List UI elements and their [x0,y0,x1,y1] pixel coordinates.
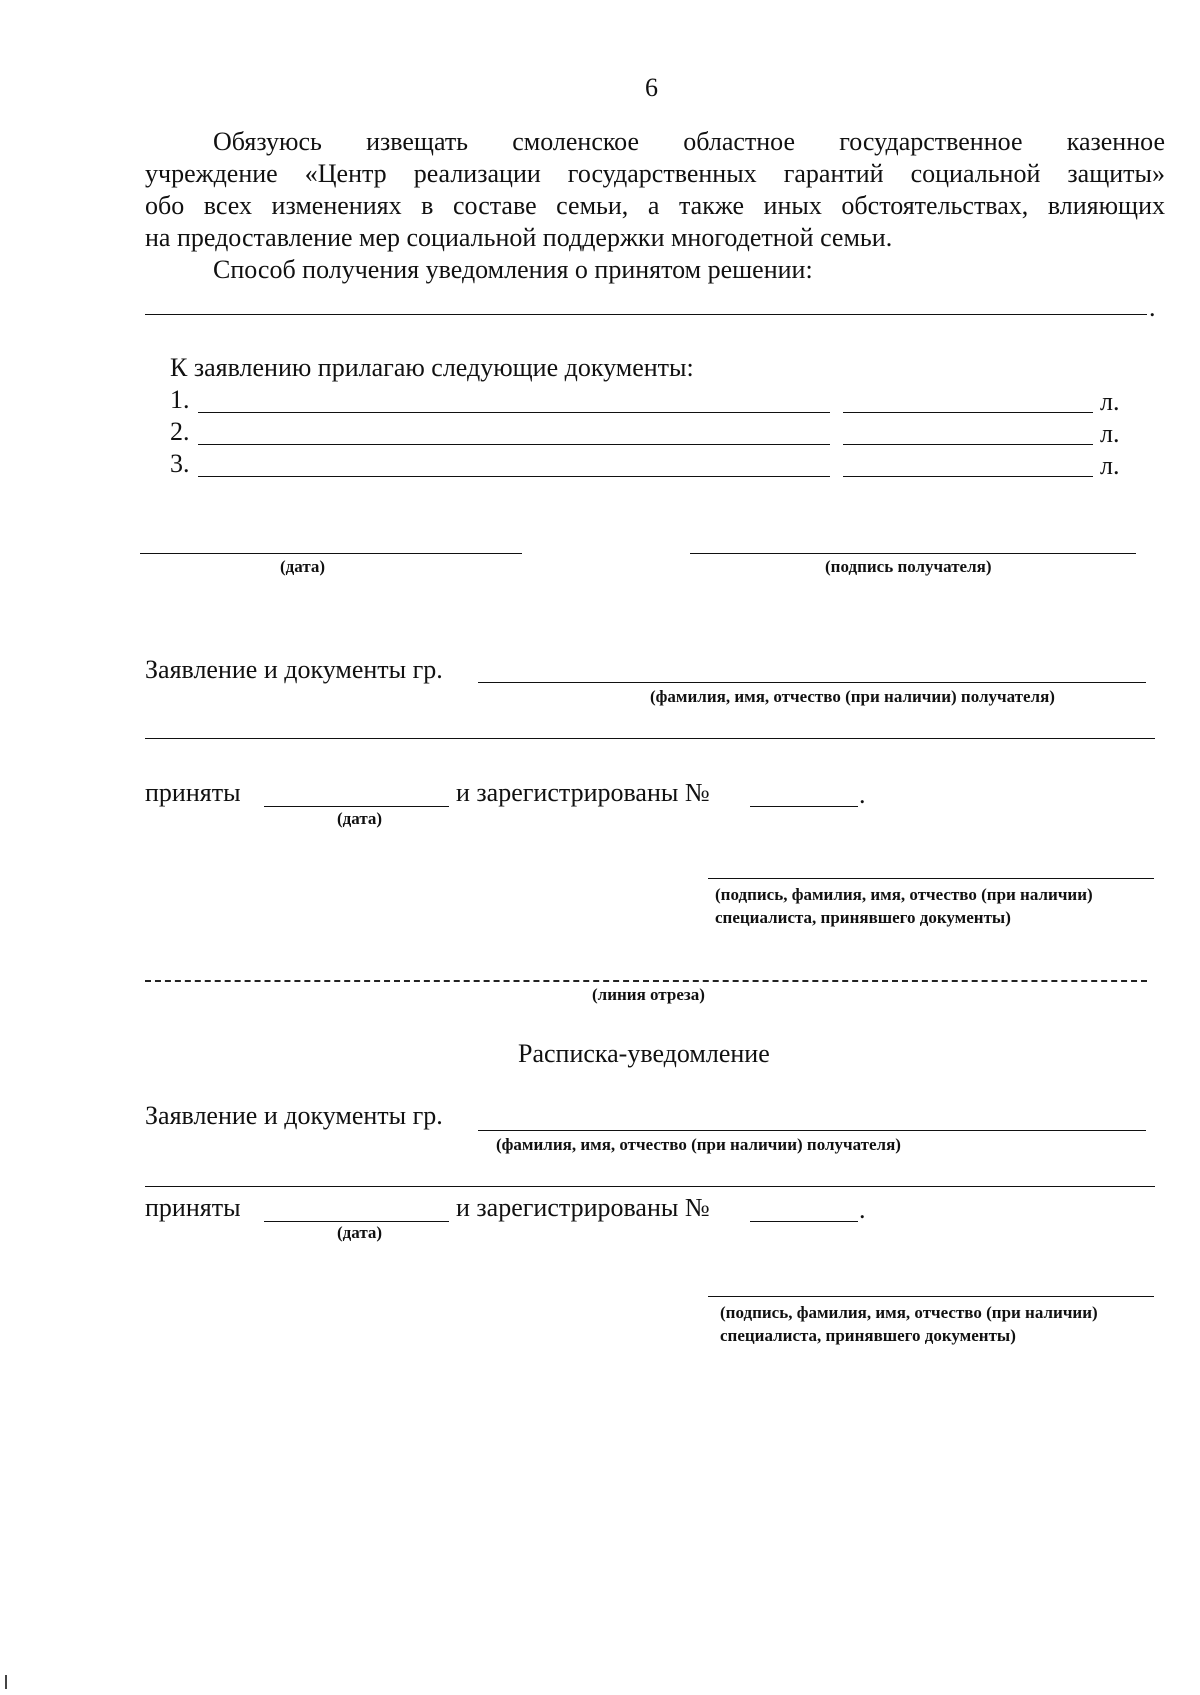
accepted-label: приняты [145,778,241,807]
page-number: 6 [645,73,658,102]
date-field[interactable] [140,553,522,554]
receipt-accepted-label: приняты [145,1193,241,1222]
registered-label: и зарегистрированы № [456,778,710,807]
obligation-paragraph [145,126,1165,254]
notification-method-end: . [1149,293,1156,322]
attachment-name-field[interactable] [198,444,830,445]
specialist-caption-line-2: специалиста, принявшего документы) [715,908,1011,927]
receipt-registered-label: и зарегистрированы № [456,1193,710,1222]
specialist-signature-field[interactable] [708,878,1154,879]
receipt-title: Расписка-уведомление [518,1039,770,1068]
accepted-date-caption: (дата) [337,809,383,828]
receipt-specialist-signature-field[interactable] [708,1296,1154,1297]
attachment-number: 3. [170,449,190,478]
attachments-heading: К заявлению прилагаю следующие документы: [170,353,694,382]
attachment-number: 1. [170,385,190,414]
signature-caption: (подпись получателя) [825,557,992,576]
receipt-accepted-date-caption: (дата) [337,1223,383,1242]
attachment-pages-field[interactable] [843,444,1093,445]
obligation-line-2: учреждение «Центр реализации государственных гарантий социальной защиты» [145,159,1165,188]
receipt-applicant-name-continuation[interactable] [145,1186,1155,1187]
receipt-applicant-caption: (фамилия, имя, отчество (при наличии) получателя) [496,1135,901,1154]
registration-number-field[interactable] [750,806,858,807]
attachment-name-field[interactable] [198,412,830,413]
obligation-line-3: обо всех изменениях в составе семьи, а также иных обстоятельствах, влияющих [145,191,1165,220]
obligation-line-1: Обязуюсь извещать смоленское областное государственное казенное [213,127,1165,156]
notification-method-field[interactable] [145,314,1147,315]
receipt-registration-number-field[interactable] [750,1221,858,1222]
receipt-specialist-caption-line-1: (подпись, фамилия, имя, отчество (при наличии) [720,1303,1098,1322]
receipt-specialist-caption-line-2: специалиста, принявшего документы) [720,1326,1016,1345]
attachment-pages-field[interactable] [843,412,1093,413]
receipt-applicant-label: Заявление и документы гр. [145,1101,443,1130]
attachment-unit: л. [1100,419,1120,448]
attachment-number: 2. [170,417,190,446]
specialist-caption-line-1: (подпись, фамилия, имя, отчество (при наличии) [715,885,1093,904]
cut-line-caption: (линия отреза) [592,985,705,1004]
attachment-unit: л. [1100,451,1120,480]
applicant-name-continuation[interactable] [145,738,1155,739]
attachment-pages-field[interactable] [843,476,1093,477]
scan-margin-mark [5,1675,7,1689]
obligation-line-4: на предоставление мер социальной поддержки многодетной семьи. [145,223,893,252]
applicant-name-field[interactable] [478,682,1146,683]
signature-field[interactable] [690,553,1136,554]
receipt-applicant-name-field[interactable] [478,1130,1146,1131]
applicant-caption: (фамилия, имя, отчество (при наличии) получателя) [650,687,1055,706]
applicant-label: Заявление и документы гр. [145,655,443,684]
cut-line [145,980,1147,982]
accepted-date-field[interactable] [264,806,449,807]
attachment-unit: л. [1100,387,1120,416]
receipt-registered-end: . [859,1195,866,1224]
attachment-name-field[interactable] [198,476,830,477]
registered-end: . [859,780,866,809]
notification-method-label: Способ получения уведомления о принятом решении: [213,255,813,284]
date-caption: (дата) [280,557,326,576]
